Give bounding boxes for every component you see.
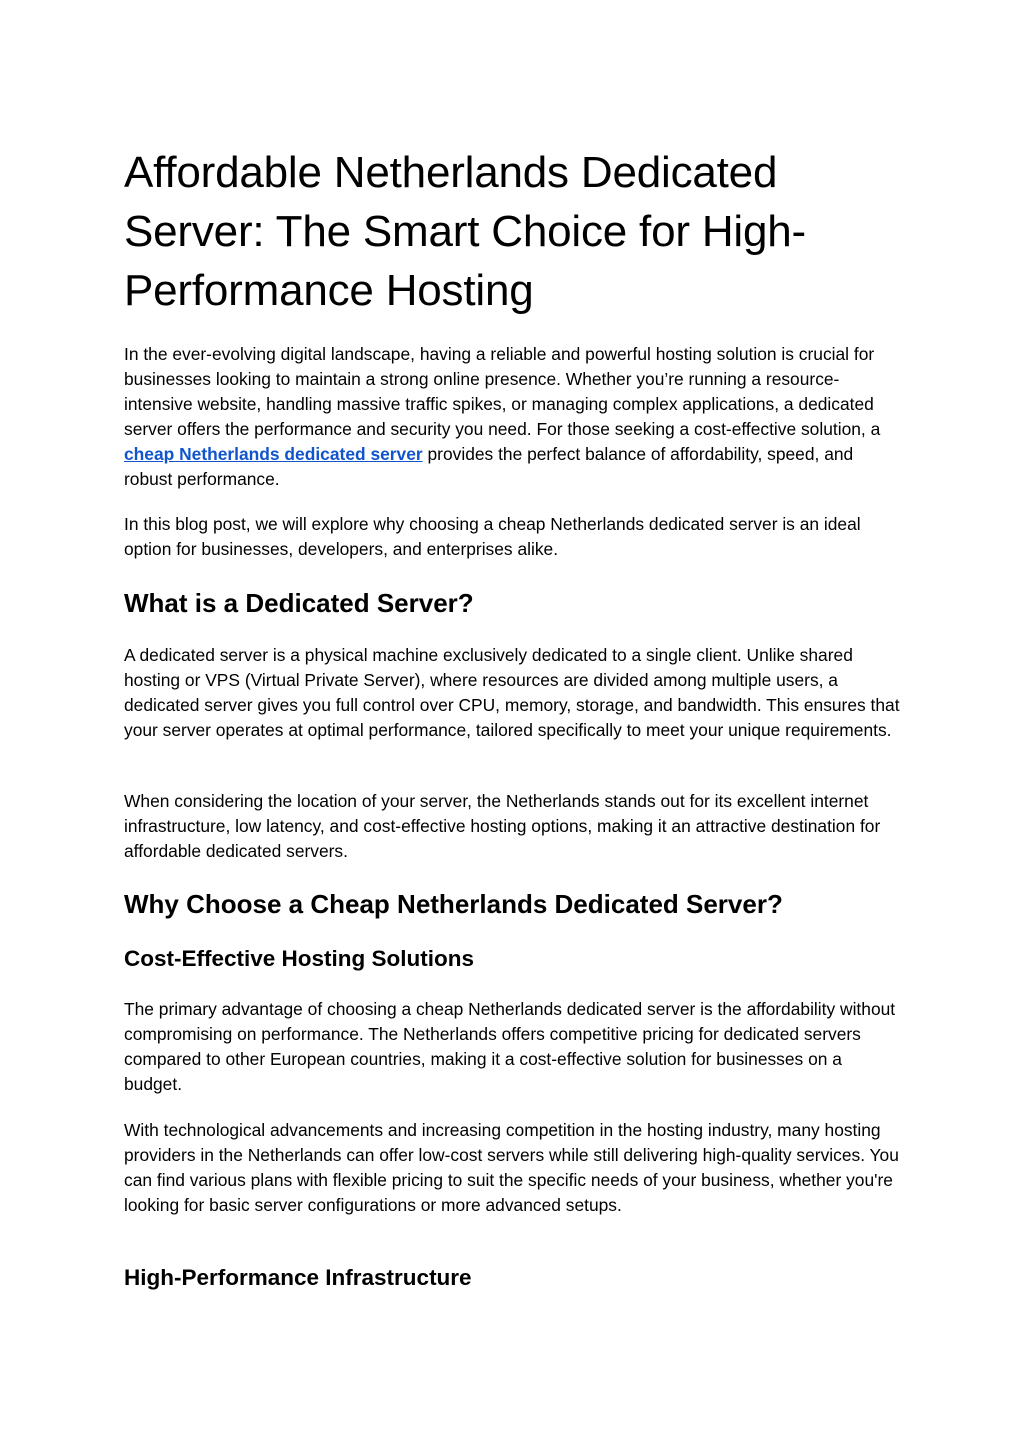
intro-text-after-link: provides the perfect balance of affordability, speed, and robust performance.	[124, 444, 854, 489]
section-heading-why-choose: Why Choose a Cheap Netherlands Dedicated Server?	[124, 889, 783, 919]
subheading-cost-effective: Cost-Effective Hosting Solutions	[124, 946, 475, 971]
intro-paragraph-2: In this blog post, we will explore why choosing a cheap Netherlands dedicated server is an ideal option for businesses, developers, and enterprises alike.	[124, 514, 861, 559]
cost-paragraph-1: The primary advantage of choosing a cheap Netherlands dedicated server is the affordability without compromising on performance. The Netherlands offers competitive pricing for dedicated servers compared to other European countries, making it a cost-effective solution for businesses on a budget.	[124, 999, 896, 1094]
section-heading-what-is: What is a Dedicated Server?	[124, 588, 474, 618]
page-title: Affordable Netherlands Dedicated Server: The Smart Choice for High-Performance Hosting	[124, 148, 806, 315]
intro-paragraph	[124, 342, 900, 492]
subheading-high-performance: High-Performance Infrastructure	[124, 1265, 472, 1290]
cost-paragraph-2: With technological advancements and increasing competition in the hosting industry, many hosting providers in the Netherlands can offer low-cost servers while still delivering high-quality services. You can find various plans with flexible pricing to suit the specific needs of your business, whether you're looking for basic server configurations or more advanced setups.	[124, 1120, 899, 1215]
what-is-paragraph-1: A dedicated server is a physical machine exclusively dedicated to a single client. Unlike shared hosting or VPS (Virtual Private Server), where resources are divided among multiple users, a dedicated server gives you full control over CPU, memory, storage, and bandwidth. This ensures that your server operates at optimal performance, tailored specifically to meet your unique requirements.	[124, 645, 900, 740]
cheap-netherlands-dedicated-server-link[interactable]: cheap Netherlands dedicated server	[124, 444, 423, 464]
what-is-paragraph-2: When considering the location of your server, the Netherlands stands out for its excellent internet infrastructure, low latency, and cost-effective hosting options, making it an attractive destination for affordable dedicated servers.	[124, 791, 881, 861]
intro-text-before-link: In the ever-evolving digital landscape, having a reliable and powerful hosting solution is crucial for businesses looking to maintain a strong online presence. Whether you’re running a resource-intensive website, handling massive traffic spikes, or managing complex applications, a dedicated server offers the performance and security you need. For those seeking a cost-effective solution, a	[124, 344, 881, 439]
